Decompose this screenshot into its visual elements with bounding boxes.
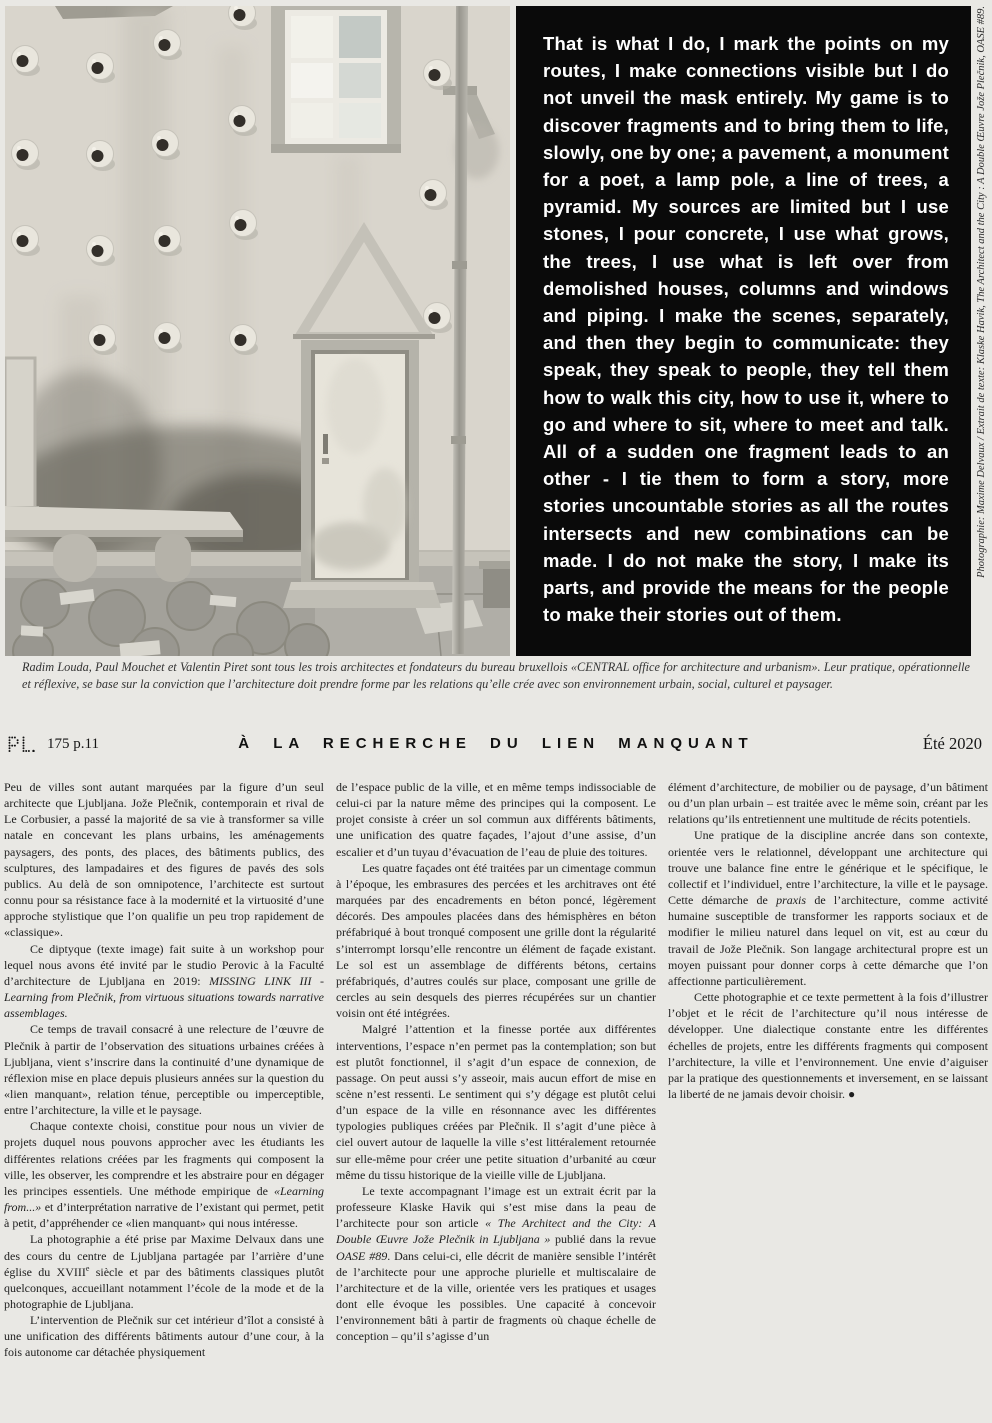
door-handle bbox=[323, 434, 328, 454]
issue-number: 175 p.11 bbox=[47, 736, 99, 752]
door-step-top bbox=[289, 582, 435, 590]
article-body bbox=[4, 779, 988, 1423]
article-title: À LA RECHERCHE DU LIEN MANQUANT bbox=[238, 735, 754, 752]
quote-box bbox=[516, 6, 971, 656]
text-column-1: Peu de villes sont autant marquées par la figure d’un seul architecte que Ljubljana. Jože Plečnik, contemporain et rival de Le Corbusier, a passé la majorité de sa vie à transformer sa ville natale en concevant les plans urbains, les aménagements paysagers, des ponts, des places, des bâtiments publics, des sculptures, des lampadaires et des figures de pavés des sols publics. Au delà de son omnipotence, l’architecte est surtout connu pour sa résistance face à la modernité et la virtuosité d’une approche stylistique que l’on qualifie un peu trop rapidement de «classique». Ce diptyque (texte image) fait suite à un workshop pour lequel nous avons été invité par le studio Perovic à la Faculté d’architecture de Ljubljana en 2019: MISSING LINK III - Learning from Plečnik, from virtuous situations towards narrative assemblages. Ce temps de travail consacré à une relecture de l’œuvre de Plečnik à partir de l’observation des situations urbaines créées à Ljubljana, vient s’inscrire dans la continuité d’une dynamique de réflexion mise en place depuis plusieurs années sur la question du «lien manquant», relation ténue, perceptible ou imperceptible, entre l’architecture, la ville et le paysage. Chaque contexte choisi, constitue pour nous un vivier de projets duquel nous pouvons approcher avec les étudiants les différentes relations créées par les fragments qui composent la ville, les observer, les comprendre et les abstraire pour en dégager les principes essentiels. Une méthode empirique de «Learning from...» et d’interprétation narrative de l’existant qui permet, petit à petit, d’appréhender ce «lien manquant» qui nous intéresse. La photographie a été prise par Maxime Delvaux dans une des cours du centre de Ljubljana partagée par l’arrière d’une église du XVIIIe siècle et par des bâtiments classiques plutôt quelconques, accueillant notamment l’école de la mode et de la photographie de Ljubljana. L’intervention de Plečnik sur cet intérieur d’îlot a consisté à une unification des différents bâtiments autour d’une cour, à la fois autonome car détachée physiquement bbox=[4, 780, 324, 1360]
text-column-3: élément d’architecture, de mobilier ou de paysage, d’un bâtiment ou d’un plan urbain – est traitée avec le même soin, créant par les relations qu’ils entretiennent une multitude de récits potentiels. Une pratique de la discipline ancrée dans son contexte, orientée vers le relationnel, développant une architecture qui trouve une balance fine entre le générique et le spécifique, le collectif et l’individuel, entre l’architecture, la ville et le paysage. Cette démarche de praxis de l’architecture, comme activité humaine susceptible de transformer les rapports sociaux et de modifier le milieu naturel dans lequel on vit, est au cœur du travail de Jože Plečnik. Son langage architectural propre est un moyen puissant pour donner corps à cette démarche que l’on affectionne particulièrement. Cette photographie et ce texte permettent à la fois d’illustrer l’objet et le récit de l’architecture qu’il nous intéresse de développer. Une dialectique constante entre les différentes échelles de projets, entre les différents fragments qui composent l’architecture, la ville et l’environnement. Une envie d’aiguiser par la pratique des questionnements et inversement, en se laissant la liberté de ne jamais devoir choisir. ● bbox=[668, 780, 988, 1101]
pedestal-cap bbox=[479, 561, 510, 569]
photo-credit-vertical bbox=[971, 6, 992, 656]
bench-leg bbox=[53, 534, 97, 582]
page-header bbox=[8, 729, 984, 763]
quote-text: That is what I do, I mark the points on my routes, I make connections visible but I do not unveil the mask entirely. My game is to discover fragments and to bring them to life, slowly, one by one; a pavement, a monument for a poet, a lamp pole, a line of trees, a pyramid. My sources are limited but I use stones, I pour concrete, I use what grows, the trees, I use what is left over from demolished houses, columns and windows and piping. I make the scenes, separately, and then they begin to communicate: they speak, they speak to people, they tell them how to walk this city, how to use it, where to go and where to sit, where to meet and talk. All of a sudden one fragment leads to an other - I tie them to form a story, more stories uncountable stories as all the routes intersects and new combinations can be made. I do not make the story, I make its parts, and provide the means for the people to make their stories out of them. bbox=[543, 33, 949, 626]
photo-caption: Radim Louda, Paul Mouchet et Valentin Piret sont tous les trois architectes et fondateurs du bureau bruxellois «CENTRAL office for architecture and urbanism». Leur pratique, opérationnelle et réflexive, se base sur la conviction que l’architecture doit prendre forme par les relations qu’elle crée avec son environnement urbain, social, culturel et paysager. bbox=[22, 660, 970, 691]
pedestal-base bbox=[483, 566, 510, 608]
courtyard-photo-illustration bbox=[5, 6, 510, 656]
bench-leg bbox=[155, 534, 191, 582]
window bbox=[271, 6, 401, 153]
courtyard-photo bbox=[5, 6, 510, 656]
bench-edge bbox=[5, 530, 243, 537]
bench-shadow bbox=[5, 537, 243, 542]
left-door bbox=[5, 358, 35, 510]
door bbox=[301, 340, 419, 584]
season-label: Été 2020 bbox=[922, 734, 982, 753]
text-column-2: de l’espace public de la ville, et en même temps indissociable de celui-ci par la nature même des principes qui la composent. Le projet consiste à créer un sol commun aux différents bâtiments, une unification des quatre façades, l’ajout d’une assise, d’un escalier et d’un tuyau d’évacuation de l’eau de pluie des toitures. Les quatre façades ont été traitées par un cimentage commun à l’époque, les embrasures des percées et les architraves ont été marquées par des encadrements en béton poncé, légèrement décorés. Des ampoules placées dans des hémisphères en béton préfabriqué à bout tronqué composent une grille dont la régularité s’interrompt lorsqu’elle rencontre un élément de façade existant. Le sol est un assemblage de différents bétons, certains préfabriqués, d’autres coulés sur place, composant une grille de cercles au sein desquels des pierres récupérées sur un chantier voisin ont été intégrées. Malgré l’attention et la finesse portée aux différentes interventions, l’espace n’en permet pas la contemplation; son but est plutôt fonctionnel, il s’agit d’un espace de connexion, de passage. On peut aussi s’y asseoir, mais aucun effort de mise en scène n’est ressenti. Le sentiment qui s’y dégage est plutôt celui d’un espace de la ville en résonnance avec les différentes typologies publiques créées par Plečnik. Il s’agit d’une pièce à ciel ouvert autour de laquelle la ville s’est littéralement retournée sur elle-même pour créer une petite situation d’urbanité au cœur même du tissu historique de la vieille ville de Ljubljana. Le texte accompagnant l’image est un extrait écrit par la professeure Klaske Havik qui s’est mise dans la peau de l’architecte pour son article « The Architect and the City: A Double Œuvre Jože Plečnik in Ljubljana » publié dans la revue OASE #89. Dans celui-ci, elle décrit de manière sensible l’intérêt de l’architecte pour une approche plurielle et multiscalaire de l’architecture et de la ville, orientée vers les pratiques et usages dont elle évoque les possibles. Une capacité à concevoir l’environnement bâti à partir de fragments où chaque échelle de conception – qu’il s’agisse d’un bbox=[336, 780, 656, 1344]
photo-credit-text: Photographie: Maxime Delvaux / Extrait de texte: Klaske Havik, The Architect and the City : A Double Œuvre Jože Plečnik, OASE #89. bbox=[976, 6, 987, 578]
